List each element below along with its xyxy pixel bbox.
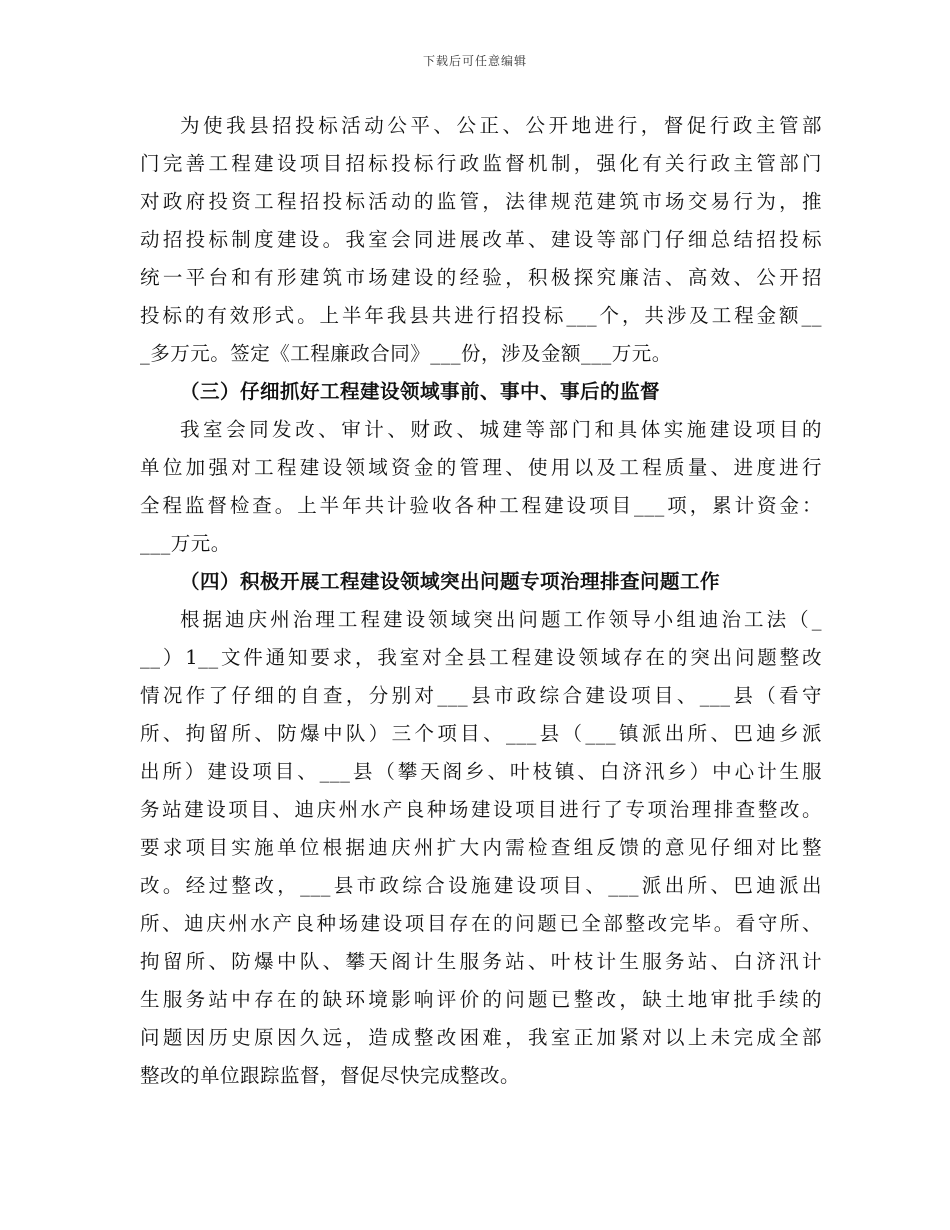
- paragraph-line: 所、拘留所、防爆中队）三个项目、___县（___镇派出所、巴迪乡派: [140, 722, 822, 745]
- paragraph-line: 投标的有效形式。上半年我县共进行招投标___个，共涉及工程金额__: [140, 304, 822, 327]
- paragraph-line: 要求项目实施单位根据迪庆州扩大内需检查组反馈的意见仔细对比整: [140, 836, 822, 859]
- paragraph-line: 门完善工程建设项目招标投标行政监督机制，强化有关行政主管部门: [140, 152, 822, 175]
- paragraph-line: __）1__文件通知要求，我室对全县工程建设领域存在的突出问题整改: [140, 646, 822, 669]
- paragraph-line: 整改的单位跟踪监督，督促尽快完成整改。: [140, 1064, 521, 1087]
- paragraph-line: 生服务站中存在的缺环境影响评价的问题已整改，缺土地审批手续的: [140, 988, 822, 1011]
- paragraph-line: 对政府投资工程招投标活动的监管，法律规范建筑市场交易行为，推: [140, 190, 822, 213]
- paragraph-line: 所、迪庆州水产良种场建设项目存在的问题已全部整改完毕。看守所、: [140, 912, 822, 935]
- paragraph-line: 全程监督检查。上半年共计验收各种工程建设项目___项，累计资金：: [140, 494, 822, 517]
- paragraph-line: 问题因历史原因久远，造成整改困难，我室正加紧对以上未完成全部: [140, 1026, 822, 1049]
- section-heading-special-governance: （四）积极开展工程建设领域突出问题专项治理排查问题工作: [180, 570, 721, 593]
- paragraph-line: 根据迪庆州治理工程建设领域突出问题工作领导小组迪治工法（_: [180, 608, 822, 631]
- paragraph-line: 动招投标制度建设。我室会同进展改革、建设等部门仔细总结招投标: [140, 228, 822, 251]
- paragraph-line: 务站建设项目、迪庆州水产良种场建设项目进行了专项治理排查整改。: [140, 798, 822, 821]
- paragraph-line: 拘留所、防爆中队、攀天阁计生服务站、叶枝计生服务站、白济汛计: [140, 950, 822, 973]
- paragraph-line: 出所）建设项目、___县（攀天阁乡、叶枝镇、白济汛乡）中心计生服: [140, 760, 822, 783]
- section-heading-supervision: （三）仔细抓好工程建设领域事前、事中、事后的监督: [180, 380, 661, 403]
- page-header: 下载后可任意编辑: [422, 54, 527, 68]
- paragraph-line: 单位加强对工程建设领域资金的管理、使用以及工程质量、进度进行: [140, 456, 822, 479]
- section-bidding-paragraph: [140, 107, 822, 1095]
- paragraph-line: 改。经过整改，___县市政综合设施建设项目、___派出所、巴迪派出: [140, 874, 822, 897]
- paragraph-line: ___万元。: [140, 532, 231, 555]
- paragraph-line: 为使我县招投标活动公平、公正、公开地进行，督促行政主管部: [180, 114, 822, 137]
- paragraph-line: 我室会同发改、审计、财政、城建等部门和具体实施建设项目的: [180, 418, 822, 441]
- paragraph-line: 统一平台和有形建筑市场建设的经验，积极探究廉洁、高效、公开招: [140, 266, 822, 289]
- paragraph-line: _多万元。签定《工程廉政合同》___份，涉及金额___万元。: [140, 342, 672, 365]
- paragraph-line: 情况作了仔细的自查，分别对___县市政综合建设项目、___县（看守: [140, 684, 822, 707]
